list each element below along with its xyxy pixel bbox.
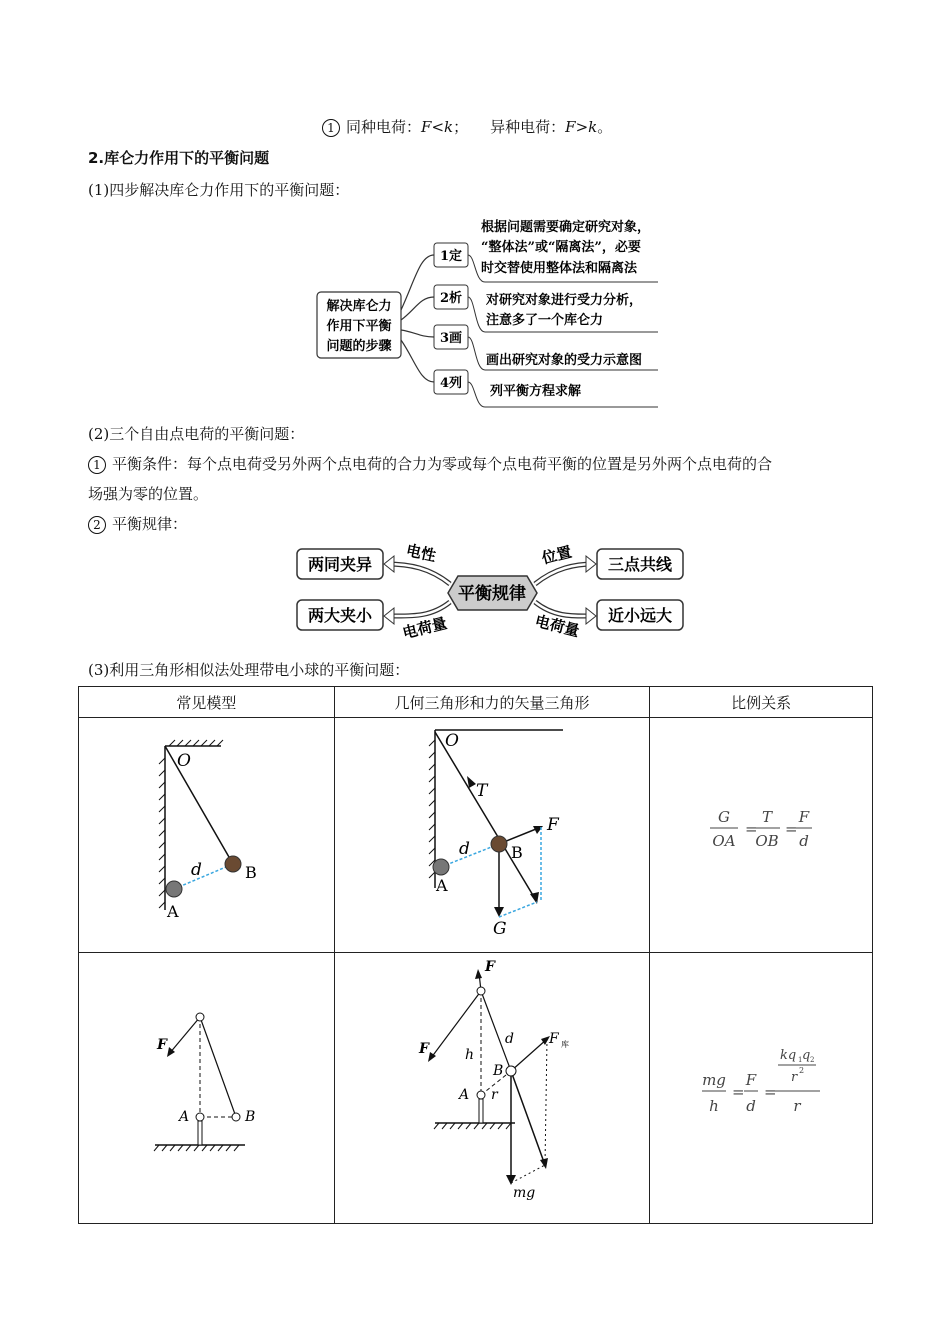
label-B: B bbox=[492, 1063, 503, 1079]
label-position: 位置 bbox=[540, 542, 574, 568]
label-F-top: F bbox=[484, 959, 495, 975]
mindmap-diagram bbox=[300, 210, 670, 410]
label-O: O bbox=[177, 751, 191, 771]
svg-text:mg: mg bbox=[702, 1071, 727, 1089]
force-triangle-diagram-2 bbox=[335, 953, 649, 1219]
label-h: h bbox=[464, 1047, 474, 1063]
row1-triangle-cell bbox=[334, 718, 650, 953]
left-top-box: 两同夹异 bbox=[307, 555, 373, 574]
models-table bbox=[78, 686, 873, 1224]
svg-text:=: = bbox=[732, 1083, 745, 1101]
ratio-formula-1 bbox=[650, 718, 871, 948]
row2-triangle-cell bbox=[334, 953, 650, 1224]
svg-text:r: r bbox=[793, 1097, 801, 1115]
top-line: 1 同种电荷：F<k； 异种电荷：F>k。 bbox=[322, 117, 612, 137]
svg-text:1: 1 bbox=[798, 1056, 803, 1064]
svg-text:d: d bbox=[746, 1097, 757, 1115]
label-F-coulomb: F bbox=[548, 1031, 559, 1047]
label-mg: mg bbox=[512, 1185, 535, 1201]
label-F-left: F bbox=[418, 1041, 429, 1057]
label-B: B bbox=[510, 843, 523, 862]
balance-rule-diagram bbox=[290, 538, 690, 648]
row1-model-cell bbox=[79, 718, 335, 953]
step-1-desc-3: 时交替使用整体法和隔离法 bbox=[481, 261, 638, 276]
step-4-desc: 列平衡方程求解 bbox=[490, 384, 582, 399]
label-O: O bbox=[444, 731, 459, 751]
label-r: r bbox=[490, 1087, 498, 1103]
condition-line-1: 1 平衡条件：每个点电荷受另外两个点电荷的合力为零或每个点电荷平衡的位置是另外两个点电荷的合 bbox=[88, 454, 772, 474]
left-bottom-box: 两大夹小 bbox=[307, 606, 373, 625]
svg-text:F: F bbox=[746, 1071, 757, 1089]
condition-line-2: 场强为零的位置。 bbox=[88, 485, 209, 503]
svg-text:=: = bbox=[745, 820, 758, 838]
label-T: T bbox=[475, 781, 487, 801]
subheading-1: (1)四步解决库仑力作用下的平衡问题： bbox=[88, 181, 350, 199]
subheading-3: (3)利用三角形相似法处理带电小球的平衡问题： bbox=[88, 661, 410, 679]
label-d: d bbox=[458, 839, 470, 859]
mindmap-center-line3: 问题的步骤 bbox=[326, 339, 392, 354]
force-triangle-diagram-1 bbox=[335, 718, 649, 948]
pendulum-model-diagram bbox=[79, 718, 333, 948]
svg-text:OA: OA bbox=[712, 832, 736, 850]
label-A: A bbox=[435, 876, 448, 895]
table-row bbox=[79, 953, 873, 1224]
label-F: F bbox=[546, 815, 559, 835]
label-d: d bbox=[191, 860, 202, 880]
label-d: d bbox=[504, 1031, 514, 1047]
balance-center: 平衡规律 bbox=[458, 584, 526, 604]
label-charge-right: 电荷量 bbox=[533, 611, 582, 641]
label-A: A bbox=[458, 1087, 469, 1103]
table-header-row bbox=[79, 687, 873, 718]
step-2-label: 2析 bbox=[439, 291, 463, 306]
svg-text:=: = bbox=[785, 820, 798, 838]
label-F: F bbox=[157, 1037, 167, 1053]
label-B: B bbox=[245, 1109, 256, 1125]
step-1-desc-1: 根据问题需要确定研究对象， bbox=[481, 220, 651, 235]
svg-text:=: = bbox=[764, 1083, 777, 1101]
svg-text:h: h bbox=[709, 1097, 720, 1115]
label-B: B bbox=[245, 863, 257, 882]
row2-model-cell bbox=[79, 953, 335, 1224]
step-4-label: 4列 bbox=[439, 376, 463, 391]
step-3-desc: 画出研究对象的受力示意图 bbox=[486, 353, 643, 368]
svg-text:q: q bbox=[802, 1048, 811, 1063]
svg-text:r: r bbox=[791, 1070, 798, 1085]
step-2-desc-2: 注意多了一个库仑力 bbox=[486, 313, 604, 328]
row2-ratio-cell bbox=[650, 953, 873, 1224]
header-common-model: 常见模型 bbox=[79, 687, 335, 718]
header-ratio: 比例关系 bbox=[650, 687, 873, 718]
svg-text:2: 2 bbox=[810, 1056, 815, 1064]
header-triangle: 几何三角形和力的矢量三角形 bbox=[334, 687, 650, 718]
ratio-formula-2 bbox=[650, 953, 871, 1219]
circled-number: 1 bbox=[322, 119, 340, 137]
label-charge-left: 电荷量 bbox=[400, 613, 449, 643]
mindmap-center-line2: 作用下平衡 bbox=[326, 319, 392, 334]
step-1-label: 1定 bbox=[439, 249, 463, 264]
right-bottom-box: 近小远大 bbox=[607, 606, 673, 625]
table-row bbox=[79, 718, 873, 953]
right-top-box: 三点共线 bbox=[607, 555, 673, 574]
row1-ratio-cell bbox=[650, 718, 873, 953]
svg-text:G: G bbox=[718, 808, 731, 826]
label-electric-property: 电性 bbox=[404, 541, 438, 566]
section-title: 2.库仑力作用下的平衡问题 bbox=[88, 149, 270, 167]
svg-text:T: T bbox=[762, 808, 773, 826]
step-3-label: 3画 bbox=[439, 331, 463, 346]
rule-line: 2 平衡规律： bbox=[88, 514, 187, 534]
svg-text:kq: kq bbox=[780, 1048, 797, 1063]
svg-text:OB: OB bbox=[755, 832, 779, 850]
subheading-2: (2)三个自由点电荷的平衡问题： bbox=[88, 425, 305, 443]
svg-text:2: 2 bbox=[799, 1066, 805, 1075]
label-coulomb-sub: 库 bbox=[560, 1040, 569, 1049]
step-2-desc-1: 对研究对象进行受力分析， bbox=[486, 293, 643, 308]
mindmap-center-line1: 解决库仑力 bbox=[326, 299, 392, 314]
label-A: A bbox=[167, 902, 179, 921]
suspended-ball-model bbox=[79, 953, 333, 1219]
svg-text:d: d bbox=[799, 832, 810, 850]
label-A: A bbox=[179, 1109, 190, 1125]
svg-text:F: F bbox=[799, 808, 810, 826]
label-G: G bbox=[492, 919, 507, 939]
step-1-desc-2: “整体法”或“隔离法”，必要 bbox=[481, 240, 641, 255]
